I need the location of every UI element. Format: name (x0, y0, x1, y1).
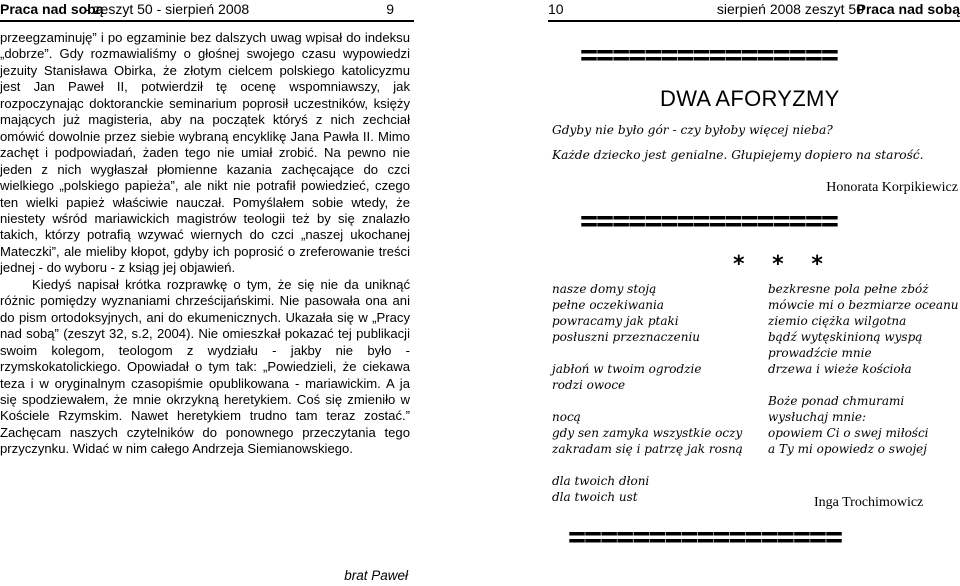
poem-line: a Ty mi opowiedz o swojej (768, 442, 927, 456)
poem-line: nocą (552, 410, 581, 424)
poem-line: gdy sen zamyka wszystkie oczy (552, 426, 743, 440)
aphorism-text: Każde dziecko jest genialne. Głupiejemy dopiero na starość. (552, 148, 924, 162)
poem-line: bezkresne pola pełne zbóż (768, 282, 929, 296)
article-paragraph: Kiedyś napisał krótka rozprawkę o tym, że się nie da uniknąć różnic pomiędzy wyznaniami chrześcijańskimi. Nie pasowała ona ani do pism ortodoksyjnych, ani do ekumenicznych. Ukazała się w „Pracy nad sobą” (zeszyt 32, s.2, 2004). Nie omieszkał pokazać tej publikacji swoim kolegom, teologom z wydziału - jakby nie było - rzymskokatolickiego. Opowiadał o tym tak: „Powiedzieli, że ciekawa teza i w oryginalnym czasopiśmie opublikowana - mariawickim. A ja się spodziewałem, że mnie okrzykną heretykiem. Coś się zmieniło w Kościele Rzymskim. Nawet heretykiem trudno tam teraz zostać.” Zachęcam naszych czytelników do ponownego przeczytania tego przyczynku. Widać w nim całego Andrzeja Siemianowskiego. (0, 276, 410, 457)
poem-line (552, 457, 743, 473)
section-stars: * * * (733, 252, 823, 277)
poem-line: wysłuchaj mnie: (768, 410, 867, 424)
separator-bar: ================ (580, 44, 837, 68)
right-page-header (548, 0, 960, 18)
header-rule (0, 20, 414, 22)
poem-line: prowadźcie mnie (768, 346, 872, 360)
separator-bar: ================= (568, 526, 842, 550)
poem-line: bądź wytęskinioną wyspą (768, 330, 923, 344)
left-page (0, 0, 414, 586)
right-page-number-wrap (548, 0, 608, 18)
poem-line: powracamy jak ptaki (552, 314, 679, 328)
poem-author: Inga Trochimowicz (814, 495, 924, 510)
poem-line: jabłoń w twoim ogrodzie (552, 362, 702, 376)
aphorism-text: Gdyby nie było gór - czy byłoby więcej nieba? (552, 123, 833, 137)
article-signature: brat Paweł (344, 568, 408, 583)
left-page-header (0, 0, 414, 18)
poem-line: opowiem Ci o swej miłości (768, 426, 929, 440)
header-issue-info: - zeszyt 50 - sierpień 2008 (85, 1, 250, 17)
aphorisms-author: Honorata Korpikiewicz (826, 180, 958, 195)
poem-line: drzewa i wieże kościoła (768, 362, 912, 376)
poem-line: pełne oczekiwania (552, 298, 664, 312)
header-magazine-title: Praca nad sobą (0, 1, 104, 17)
article-paragraph: przeegzaminuję” i po egzaminie bez dalszych uwag wpisał do indeksu „dobrze”. Gdy rozmawialiśmy o głośnej swojego czasu wypowiedzi jezuity Stanisława Obirka, że złotym cielcem polskiego katolicyzmu jest Jan Paweł II, potwierdził tę ocenę wspomniawszy, jak rozpoczynając doktoranckie seminarium poprosił uczestników, księży mających już magisteria, aby na początek któryś z nich zechciał omówić dowolnie przez siebie wybraną encyklikę Jana Pawła II. Mimo zachęt i podpowiadań, żaden tego nie umiał zrobić. Na pewno nie jeden z nich wygłaszał płomienne kazania zachęcające do czci wielkiego „polskiego papieża”, ale nikt nie potrafił powiedzieć, czego ten wielki papież właściwie nauczał. Pomyślałem sobie wtedy, że niestety wśród mariawickich magistrów teologii też by się znalazło takich, którzy potrafią wzywać wiernych do czci „naszej ukochanej Mateczki”, ale mieliby kłopot, gdyby ich poprosić o zreferowanie treści jednej - do wyboru - z ksiąg jej objawień. (0, 30, 410, 276)
poem-line (552, 345, 743, 361)
header-rule (548, 20, 960, 22)
separator-bar: ================ (580, 210, 837, 234)
poem-line: dla twoich dłoni (552, 474, 650, 488)
right-page (548, 0, 960, 586)
poem-line: ziemio ciężka wilgotna (768, 314, 907, 328)
poem-left-column (552, 281, 743, 505)
header-page-number: 9 (386, 1, 394, 17)
article-body (0, 30, 410, 458)
poem-line: dla twoich ust (552, 490, 638, 504)
header-issue-info: sierpień 2008 zeszyt 50 (716, 1, 864, 17)
header-magazine-title: Praca nad sobą (856, 1, 960, 17)
poem-line: posłuszni przeznaczeniu (552, 330, 701, 344)
poem-line: nasze domy stoją (552, 282, 657, 296)
poem-line: zakradam się i patrzę jak rosną (552, 442, 743, 456)
poem-line: Boże ponad chmurami (768, 394, 905, 408)
poem-right-column (768, 281, 959, 457)
aphorisms-heading: DWA AFORYZMY (660, 86, 840, 111)
poem-line: mówcie mi o bezmiarze oceanu (768, 298, 959, 312)
poem-line (768, 377, 959, 393)
poem-line (552, 393, 743, 409)
header-page-number: 10 (548, 1, 564, 17)
poem-line: rodzi owoce (552, 378, 626, 392)
